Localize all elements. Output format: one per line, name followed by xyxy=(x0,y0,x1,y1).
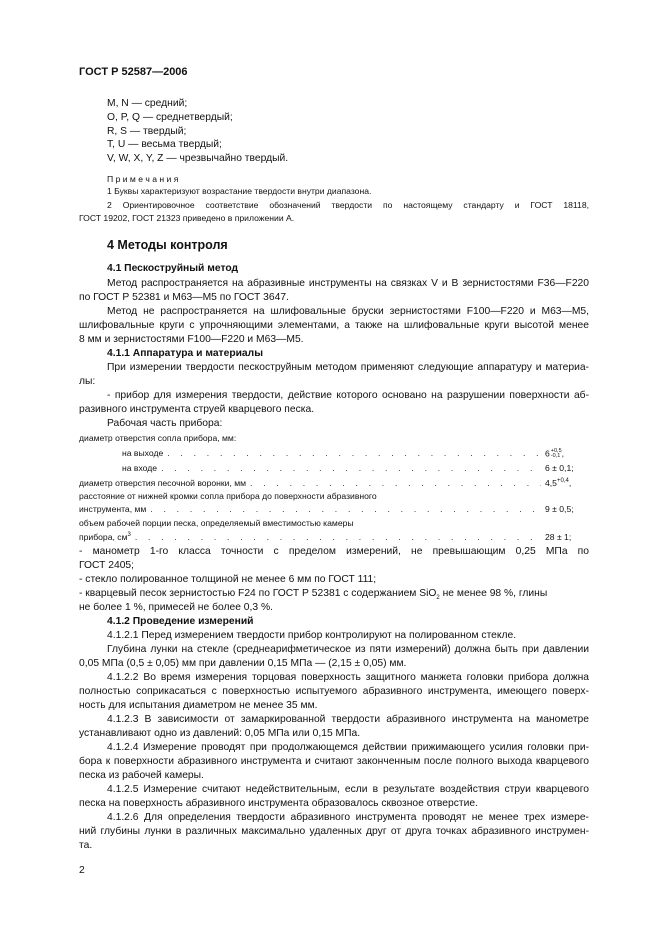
subsection-title: 4.1.2 Проведение измерений xyxy=(107,616,254,627)
paragraph-line: песка на поверхность абразивного инструмента образовалось сквозное отверстие. xyxy=(79,798,478,809)
spec-row-outlet xyxy=(122,449,589,459)
paragraph-line: 0,05 МПа (0,5 ± 0,05) мм при давлении 0,15 МПа — (2,15 ± 0,05) мм. xyxy=(79,658,407,669)
spec-value: 9 ± 0,5; xyxy=(545,504,574,514)
paragraph-line: полностью соприкасаться с поверхностью испытуемого абразивного инструмента, имеющего поверх- xyxy=(79,686,589,697)
spec-value: 6+0,5 -0,1, xyxy=(545,448,565,459)
paragraph-line: Рабочая часть прибора: xyxy=(107,418,223,429)
note-1: 1 Буквы характеризуют возрастание твердости внутри диапазона. xyxy=(107,186,372,196)
paragraph-line: 4.1.2.6 Для определения твердости абразивного инструмента проводят не менее трех измере- xyxy=(107,812,589,823)
spec-label: прибора, $см^3$ xyxy=(79,532,131,542)
paragraph-line: 4.1.2.2 Во время измерения торцовая поверхность защитного манжета головки прибора должна xyxy=(107,672,589,683)
list-item: O, P, Q — среднетвердый; xyxy=(107,112,233,123)
spec-row-distance xyxy=(79,505,589,514)
paragraph-line: по ГОСТ Р 52381 и М63—М5 по ГОСТ 3647. xyxy=(79,292,289,303)
spec-label: расстояние от нижней кромки сопла прибора до поверхности абразивного xyxy=(79,491,377,501)
document-header: ГОСТ Р 52587—2006 xyxy=(79,66,188,78)
paragraph-line: - манометр 1-го класса точности с пределом измерений, не превышающим 0,25 МПа по xyxy=(79,546,589,557)
spec-value: 28 ± 1; xyxy=(545,532,572,542)
list-item: M, N — средний; xyxy=(107,98,188,109)
paragraph-line: устанавливают одно из давлений: 0,05 МПа или 0,15 МПа. xyxy=(79,728,361,739)
leader-dots xyxy=(150,505,541,514)
spec-group-label: диаметр отверстия сопла прибора, мм: xyxy=(79,433,237,443)
spec-label: объем рабочей порции песка, определяемый вместимостью камеры xyxy=(79,518,354,528)
paragraph-line: та. xyxy=(79,840,93,851)
section-title: 4 Методы контроля xyxy=(107,238,228,252)
paragraph-line: бора к поверхности абразивного инструмента и считают законченным после полного выхода кварцевого xyxy=(79,756,589,767)
notes-title: П р и м е ч а н и я xyxy=(107,174,179,184)
paragraph-line: Метод не распространяется на шлифовальные бруски зернистостями F100—F220 и М63—М5, xyxy=(107,306,589,317)
spec-row-funnel xyxy=(79,479,589,488)
subsection-title: 4.1 Пескоструйный метод xyxy=(107,263,239,274)
spec-value: 6 ± 0,1; xyxy=(545,463,574,473)
paragraph-line: При измерении твердости пескоструйным методом применяют следующие аппаратуру и материа- xyxy=(107,362,589,373)
paragraph-line: Глубина лунки на стекле (среднеарифметическое из пяти измерений) должна быть при давлении xyxy=(107,644,589,655)
leader-dots xyxy=(161,464,541,473)
spec-row-volume xyxy=(79,533,589,542)
leader-dots xyxy=(167,449,541,458)
spec-value: $4,5^{+0,4}$, xyxy=(545,478,572,488)
spec-label: на выходе xyxy=(122,448,164,459)
paragraph-line: 4.1.2.3 В зависимости от замаркированной твердости абразивного инструмента на манометре xyxy=(107,714,589,725)
paragraph-line: ГОСТ 2405; xyxy=(79,560,135,571)
spec-label: на входе xyxy=(122,463,158,473)
paragraph-line: 4.1.2.1 Перед измерением твердости прибор контролируют на полированном стекле. xyxy=(107,630,517,641)
spec-row-inlet xyxy=(122,464,589,473)
list-item: R, S — твердый; xyxy=(107,126,187,137)
paragraph-line: 4.1.2.4 Измерение проводят при продолжающемся действии прижимающего усилия головки при- xyxy=(107,742,589,753)
paragraph-line: не более 1 %, примесей не более 0,3 %. xyxy=(79,602,273,613)
paragraph-line: - прибор для измерения твердости, действие которого основано на разрушении поверхности аб- xyxy=(107,390,589,401)
page-number: 2 xyxy=(79,865,85,876)
spec-label: диаметр отверстия песочной воронки, мм xyxy=(79,478,247,488)
subsection-title: 4.1.1 Аппаратура и материалы xyxy=(107,348,263,359)
list-item: V, W, X, Y, Z — чрезвычайно твердый. xyxy=(107,153,289,164)
spec-label: инструмента, мм xyxy=(79,504,147,514)
paragraph-line: разивного инструмента струей кварцевого песка. xyxy=(79,404,315,415)
paragraph-line: лы: xyxy=(79,376,96,387)
paragraph-line: песка из рабочей камеры. xyxy=(79,770,204,781)
leader-dots xyxy=(250,479,541,488)
paragraph-line: ний глубины лунки в различных максимально удаленных друг от друга точках абразивного инструмен- xyxy=(79,826,589,837)
paragraph-line: - кварцевый песок зернистостью F24 по ГОСТ Р 52381 с содержанием SiO$_2$ не менее 98 %, глины xyxy=(79,588,548,602)
paragraph-line: 4.1.2.5 Измерение считают недействительным, если в результате воздействия струи кварцевого xyxy=(107,784,589,795)
leader-dots xyxy=(135,533,541,542)
paragraph-line: ность для испытания диаметром не менее 35 мм. xyxy=(79,700,318,711)
list-item: T, U — весьма твердый; xyxy=(107,139,222,150)
paragraph-line: - стекло полированное толщиной не менее 6 мм по ГОСТ 111; xyxy=(79,574,377,585)
paragraph-line: шлифовальные круги с упрочняющими элементами, а также на шлифовальные круги высотой менее xyxy=(79,320,589,331)
note-2-line: ГОСТ 19202, ГОСТ 21323 приведено в приложении А. xyxy=(79,213,295,223)
note-2-line: 2 Ориентировочное соответствие обозначений твердости по настоящему стандарту и ГОСТ 18118, xyxy=(107,200,589,210)
paragraph-line: Метод распространяется на абразивные инструменты на связках V и B зернистостями F36—F220 xyxy=(107,278,589,289)
paragraph-line: 8 мм и зернистостями F100—F220 и М63—М5. xyxy=(79,334,304,345)
